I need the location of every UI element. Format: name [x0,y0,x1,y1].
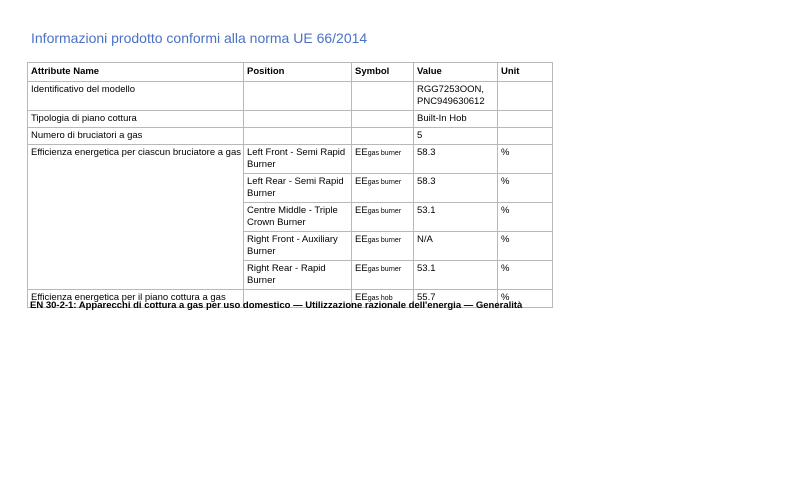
symbol-cell [352,174,414,203]
symbol-cell [352,111,414,128]
page-title: Informazioni prodotto conformi alla norma UE 66/2014 [31,30,368,46]
symbol-cell [352,82,414,111]
attribute-cell: Numero di bruciatori a gas [28,128,244,145]
symbol-main: EE [355,263,368,274]
value-cell: 58.3 [414,174,498,203]
header-unit: Unit [498,63,553,82]
position-cell [244,82,352,111]
table-row [28,128,553,145]
symbol-cell [352,145,414,174]
pnc-code: PNC949630612 [417,96,485,107]
unit-cell: % [498,261,553,290]
value-cell: 53.1 [414,203,498,232]
value-cell: 58.3 [414,145,498,174]
symbol-subscript: gas hob [367,295,393,302]
symbol-subscript: gas burner [367,150,402,157]
unit-cell: % [498,232,553,261]
header-position: Position [244,63,352,82]
symbol-main: EE [355,292,368,303]
header-value: Value [414,63,498,82]
standard-reference: EN 30-2-1: Apparecchi di cottura a gas per uso domestico — Utilizzazione razionale dell'energia — Generalità [30,300,523,311]
position-cell: Left Front - Semi Rapid Burner [244,145,352,174]
value-cell: 55.7 [414,290,498,308]
table-header-row [28,63,553,82]
attribute-cell: Tipologia di piano cottura [28,111,244,128]
value-cell: 53.1 [414,261,498,290]
position-cell: Centre Middle - Triple Crown Burner [244,203,352,232]
value-cell: 5 [414,128,498,145]
product-info-table [27,62,553,308]
table-row [28,111,553,128]
position-cell: Right Front - Auxiliary Burner [244,232,352,261]
unit-cell: % [498,290,553,308]
symbol-cell [352,203,414,232]
value-cell: Built-In Hob [414,111,498,128]
symbol-subscript: gas burner [367,179,402,186]
unit-cell: % [498,145,553,174]
symbol-cell [352,128,414,145]
unit-cell: % [498,174,553,203]
table-row [28,145,553,174]
symbol-subscript: gas burner [367,266,402,273]
unit-cell [498,128,553,145]
header-symbol: Symbol [352,63,414,82]
symbol-main: EE [355,176,368,187]
unit-cell [498,111,553,128]
symbol-main: EE [355,147,368,158]
value-cell [414,82,498,111]
attribute-cell: Efficienza energetica per il piano cottura a gas [28,290,244,308]
table-row [28,82,553,111]
unit-cell: % [498,203,553,232]
position-cell [244,111,352,128]
symbol-subscript: gas burner [367,237,402,244]
position-cell [244,128,352,145]
symbol-cell [352,232,414,261]
symbol-cell [352,261,414,290]
attribute-cell: Identificativo del modello [28,82,244,111]
position-cell: Left Rear - Semi Rapid Burner [244,174,352,203]
position-cell: Right Rear - Rapid Burner [244,261,352,290]
attribute-cell: Efficienza energetica per ciascun bruciatore a gas [28,145,244,290]
header-attribute-name: Attribute Name [28,63,244,82]
symbol-main: EE [355,234,368,245]
symbol-subscript: gas burner [367,208,402,215]
symbol-main: EE [355,205,368,216]
value-cell: N/A [414,232,498,261]
model-code: RGG7253OON, [417,84,485,95]
unit-cell [498,82,553,111]
